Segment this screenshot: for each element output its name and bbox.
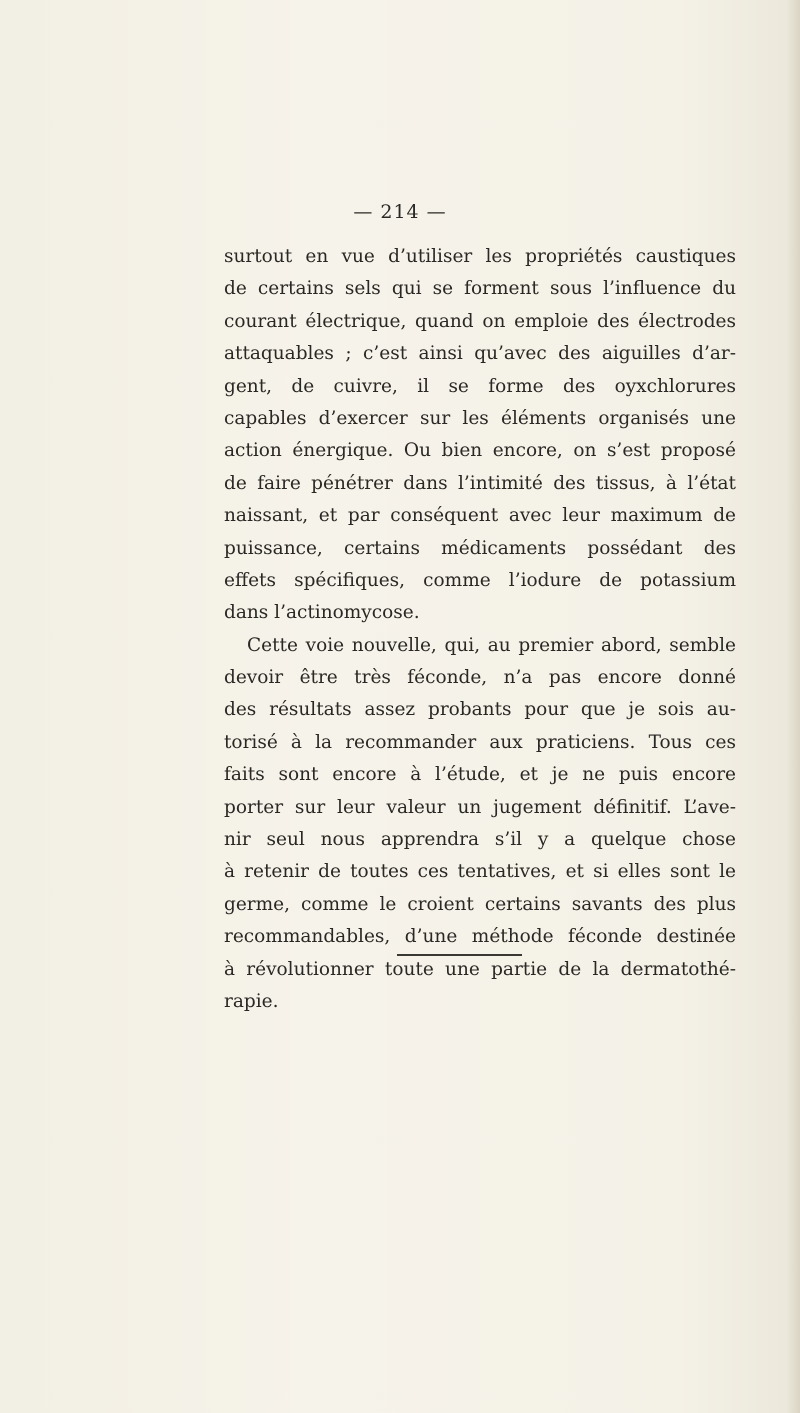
text-line: à révolutionner toute une partie de la dermatothé- (224, 958, 736, 980)
text-line: torisé à la recommander aux praticiens. Tous ces (224, 731, 736, 753)
text-line: gent, de cuivre, il se forme des oyxchlorures (224, 375, 736, 397)
body-text (224, 241, 736, 1018)
text-line: capables d’exercer sur les éléments organisés une (224, 407, 736, 429)
paragraph-1 (224, 241, 736, 630)
text-line: nir seul nous apprendra s’il y a quelque chose (224, 829, 736, 851)
text-line: recommandables, d’une méthode féconde destinée (224, 926, 736, 948)
text-line: naissant, et par conséquent avec leur maximum de (224, 505, 736, 527)
text-line: devoir être très féconde, n’a pas encore donné (224, 667, 736, 689)
text-line: action énergique. Ou bien encore, on s’est proposé (224, 440, 736, 462)
text-line: attaquables ; c’est ainsi qu’avec des aiguilles d’ar- (224, 343, 736, 365)
text-line: surtout en vue d’utiliser les propriétés caustiques (224, 246, 736, 267)
page-number: — 214 — (353, 201, 447, 223)
text-line: dans l’actinomycose. (224, 602, 420, 624)
text-line: à retenir de toutes ces tentatives, et si elles sont le (224, 861, 736, 883)
paragraph-2 (224, 630, 736, 1019)
text-line: porter sur leur valeur un jugement définitif. L’ave- (224, 796, 736, 818)
text-line: rapie. (224, 990, 279, 1012)
text-line: de certains sels qui se forment sous l’influence du (224, 278, 736, 300)
text-line: germe, comme le croient certains savants des plus (224, 893, 736, 915)
text-line: puissance, certains médicaments possédant des (224, 537, 736, 559)
text-line: de faire pénétrer dans l’intimité des tissus, à l’état (224, 472, 736, 494)
section-end-rule (397, 954, 522, 956)
text-line: des résultats assez probants pour que je sois au- (224, 699, 736, 721)
text-line: effets spécifiques, comme l’iodure de potassium (224, 569, 736, 591)
text-line: Cette voie nouvelle, qui, au premier abord, semble (247, 634, 736, 656)
text-line: courant électrique, quand on emploie des électrodes (224, 310, 736, 332)
text-line: faits sont encore à l’étude, et je ne puis encore (224, 764, 736, 786)
